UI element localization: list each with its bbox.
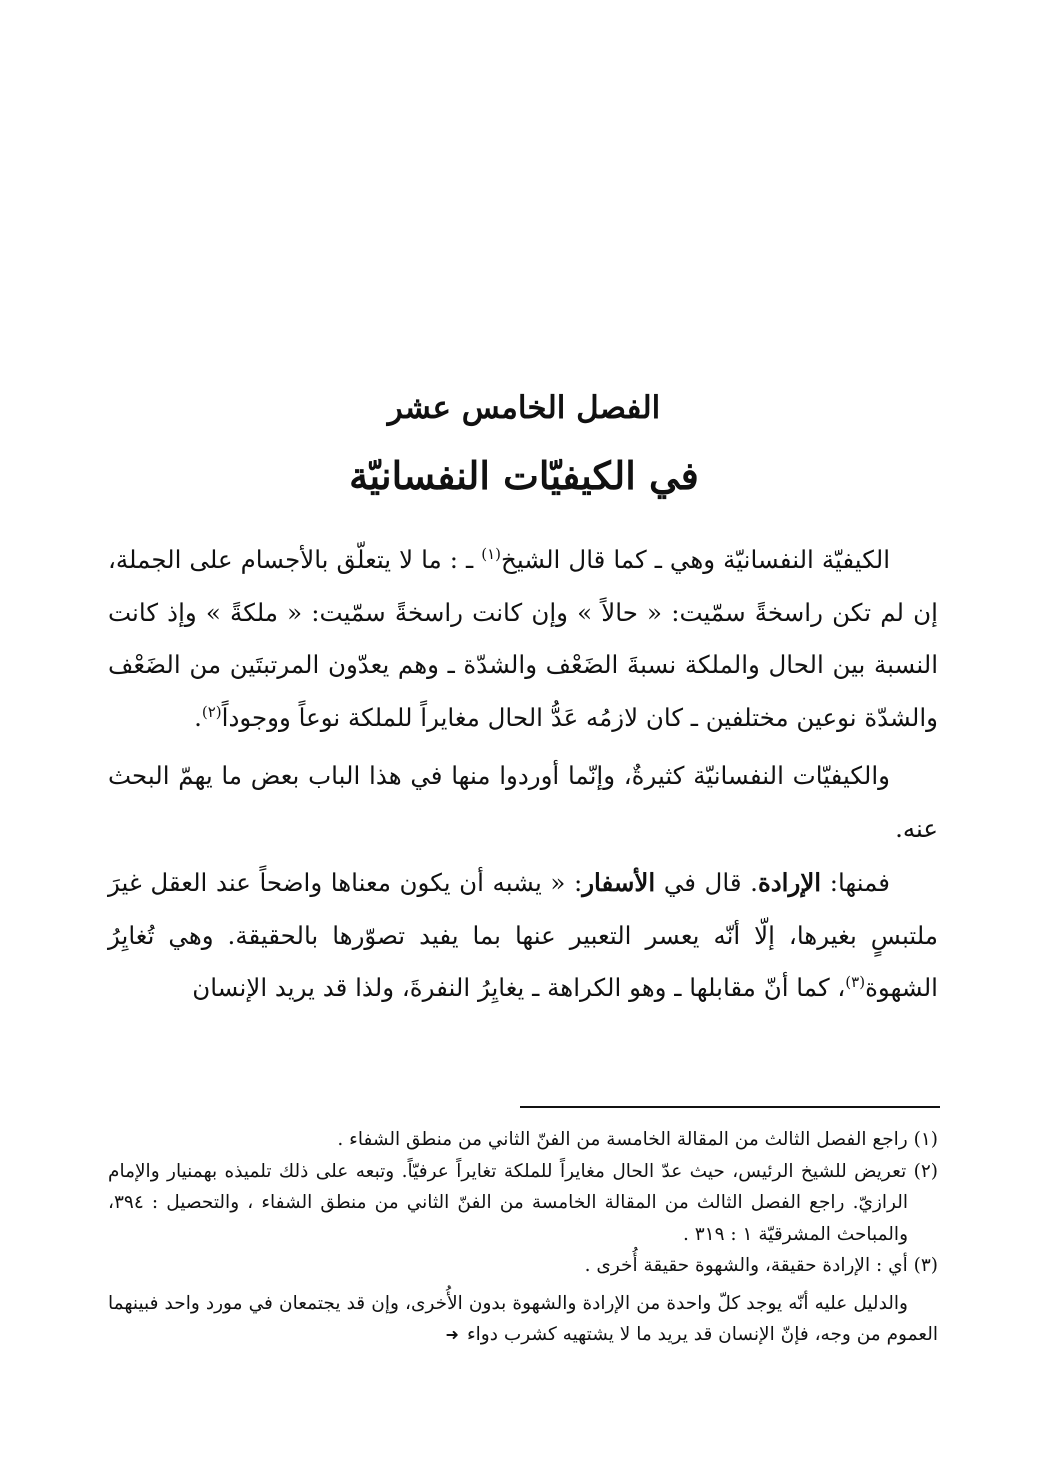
paragraph-kinds: والكيفيّات النفسانيّة كثيرةٌ، وإنّما أوردوا منها في هذا الباب بعض ما يهمّ البحث عنه. [108, 761, 938, 843]
footnote-3: (٣) أي : الإرادة حقيقة، والشهوة حقيقة أُخرى . [584, 1255, 938, 1276]
footnote-2: (٢) تعريض للشيخ الرئيس، حيث عدّ الحال مغايراً للملكة تغايراً عرفيّاً. وتبعه على ذلك تلميذه بهمنيار والإمام الرازيّ. راجع الفصل الثالث من المقالة الخامسة من الفنّ الثاني من منطق الشفاء ، والتحصيل : ٣٩٤، والمباحث المشرقيّة ١ : ٣١٩ . [108, 1160, 938, 1245]
footnote-ref-1: (١) [481, 544, 502, 563]
term-will: الإرادة [757, 868, 822, 897]
chapter-title: في الكيفيّات النفسانيّة [349, 453, 699, 498]
footnote-text: والدليل عليه أنّه يوجد كلّ واحدة من الإرادة والشهوة بدون الأُخرى، وإن قد يجتمعان في مورد واحد فبينهما العموم من وجه، فإنّ الإنسان قد يريد ما لا يشتهيه كشرب دواء [108, 1292, 938, 1345]
paragraph-text: فمنها: [821, 868, 890, 897]
footnotes [108, 1124, 938, 1351]
paragraph-text: الكيفيّة النفسانيّة وهي ـ كما قال الشيخ [501, 545, 890, 574]
paragraph-text: ، كما أنّ مقابلها ـ وهو الكراهة ـ يغايِرُ النفرةَ، ولذا قد يريد الإنسان [192, 973, 846, 1002]
main-text [108, 534, 938, 1021]
footnote-separator [520, 1106, 940, 1108]
footnote-ref-3: (٣) [845, 972, 866, 991]
footnote-3-continuation [108, 1288, 938, 1351]
paragraph-text: . قال في [655, 868, 758, 897]
footnote-ref-2: (٢) [201, 702, 222, 721]
continue-arrow-icon: ➜ [445, 1325, 459, 1344]
paragraph-text: . [194, 702, 202, 732]
paragraph-definition [108, 534, 938, 744]
footnote-1: (١) راجع الفصل الثالث من المقالة الخامسة من الفنّ الثاني من منطق الشفاء . [337, 1129, 938, 1150]
paragraph-will [108, 857, 938, 1015]
paragraph-text: : « يشبه أن يكون معناها واضحاً عند العقل غيرَ ملتبسٍ بغيرها، إلّا أنّه يعسر التعبير عنها بما يفيد تصوّرها بالحقيقة. وهي تُغايِرُ الشهوة [108, 868, 938, 1002]
paragraph-text: ـ : ما لا يتعلّق بالأجسام على الجملة، إن لم تكن راسخةً سمّيت: « حالاً » وإن كانت راسخةً سمّيت: « ملكةً » وإذ كانت النسبة بين الحال والملكة نسبةَ الضَعْف والشدّة ـ وهم يعدّون المرتبتَين من الضَعْف والشدّة نوعين مختلفين ـ كان لازمُه عَدُّ الحال مغايراً للملكة نوعاً ووجوداً [108, 545, 938, 732]
chapter-label: الفصل الخامس عشر [387, 390, 661, 426]
source-title: الأسفار [582, 868, 656, 897]
